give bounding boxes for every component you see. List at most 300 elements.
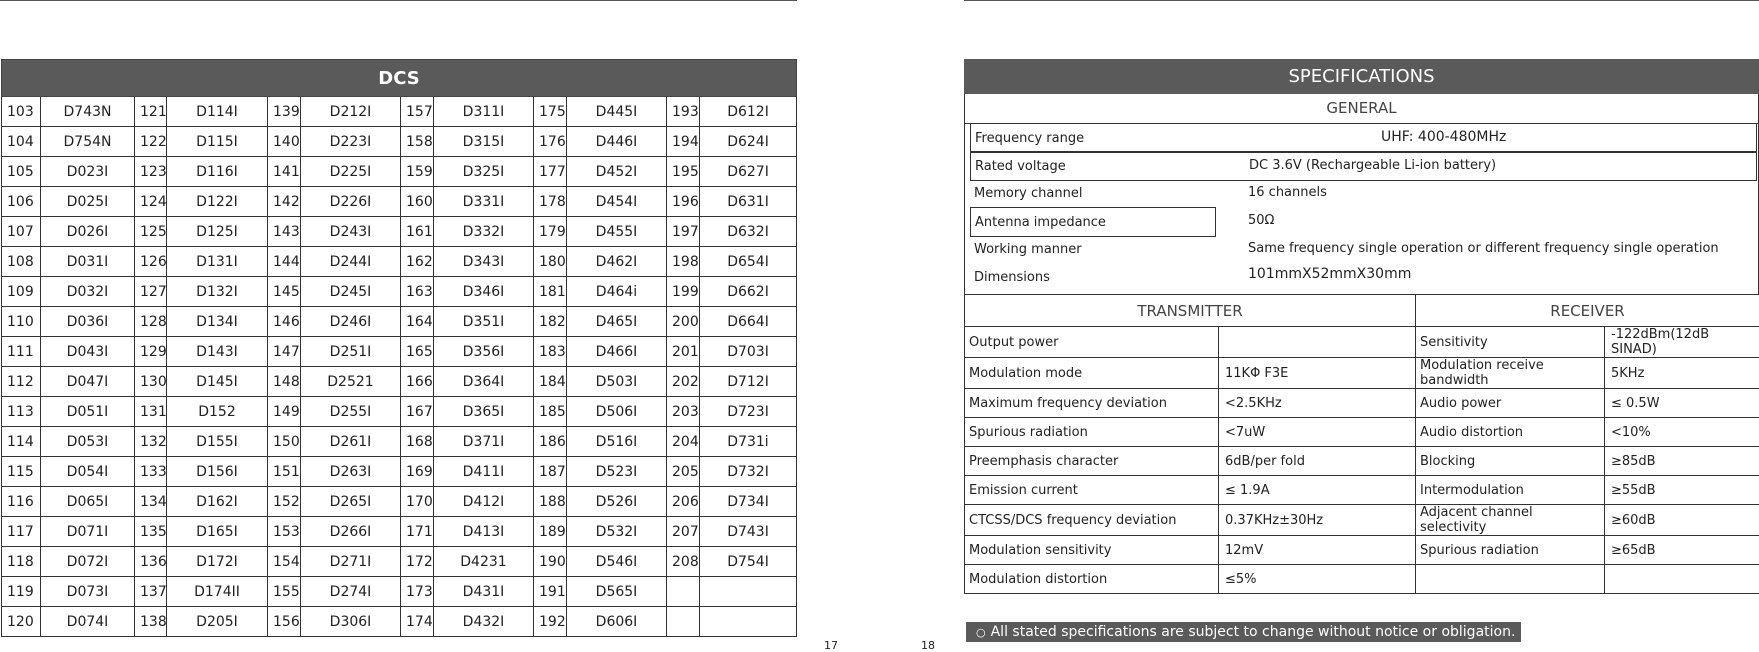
- general-row-voltage: [970, 151, 1757, 181]
- table-row: [2, 97, 797, 127]
- general-value: 101mmX52mmX30mm: [1248, 266, 1411, 282]
- dcs-code-cell: D723I: [700, 397, 797, 427]
- transmitter-receiver-table: [964, 294, 1759, 594]
- spec-rx-value: ≥65dB: [1605, 536, 1759, 565]
- dcs-index-cell: 189: [534, 517, 567, 547]
- table-row: [2, 277, 797, 307]
- specifications-title: SPECIFICATIONS: [964, 59, 1759, 94]
- dcs-code-cell: D325I: [434, 157, 534, 187]
- dcs-index-cell: 207: [667, 517, 700, 547]
- dcs-code-cell: D255I: [301, 397, 401, 427]
- dcs-index-cell: 155: [268, 577, 301, 607]
- dcs-code-cell: D031I: [41, 247, 135, 277]
- circle-bullet-icon: ○: [976, 623, 986, 643]
- general-value: UHF: 400-480MHz: [1381, 129, 1506, 145]
- general-value: 16 channels: [1248, 185, 1327, 200]
- dcs-index-cell: 166: [401, 367, 434, 397]
- table-row: [965, 358, 1759, 389]
- general-row-frequency: [970, 123, 1757, 153]
- table-row: [2, 127, 797, 157]
- dcs-index-cell: 146: [268, 307, 301, 337]
- spec-table-body: [965, 327, 1759, 594]
- spec-tx-value: [1219, 327, 1416, 358]
- dcs-index-cell: 174: [401, 607, 434, 637]
- table-row: [965, 536, 1759, 565]
- dcs-code-cell: D174II: [167, 577, 268, 607]
- general-label: Working manner: [974, 242, 1082, 257]
- dcs-code-cell: D025I: [41, 187, 135, 217]
- dcs-code-cell: D446I: [567, 127, 667, 157]
- spec-rx-label: Spurious radiation: [1416, 536, 1605, 565]
- table-row: [2, 487, 797, 517]
- spec-rx-value: ≤ 0.5W: [1605, 389, 1759, 418]
- dcs-index-cell: 190: [534, 547, 567, 577]
- dcs-code-cell: D266I: [301, 517, 401, 547]
- dcs-index-cell: 116: [2, 487, 41, 517]
- table-row: [965, 418, 1759, 447]
- dcs-code-cell: D223I: [301, 127, 401, 157]
- spec-tx-value: 6dB/per fold: [1219, 447, 1416, 476]
- dcs-index-cell: 206: [667, 487, 700, 517]
- dcs-code-cell: D155I: [167, 427, 268, 457]
- dcs-index-cell: 137: [135, 577, 167, 607]
- dcs-code-cell: D632I: [700, 217, 797, 247]
- general-row-memory: [970, 179, 1755, 207]
- dcs-code-cell: D023I: [41, 157, 135, 187]
- dcs-code-cell: D162I: [167, 487, 268, 517]
- dcs-index-cell: 184: [534, 367, 567, 397]
- dcs-index-cell: 147: [268, 337, 301, 367]
- dcs-code-cell: D503I: [567, 367, 667, 397]
- spec-tx-label: Modulation sensitivity: [965, 536, 1219, 565]
- general-section: [964, 94, 1759, 295]
- table-row: [2, 577, 797, 607]
- dcs-index-cell: 107: [2, 217, 41, 247]
- dcs-index-cell: 103: [2, 97, 41, 127]
- spec-rx-value: [1605, 565, 1759, 594]
- table-row: [2, 337, 797, 367]
- dcs-index-cell: 152: [268, 487, 301, 517]
- dcs-code-cell: D212I: [301, 97, 401, 127]
- dcs-index-cell: 162: [401, 247, 434, 277]
- dcs-code-cell: D225I: [301, 157, 401, 187]
- spec-rx-value: ≥85dB: [1605, 447, 1759, 476]
- dcs-code-cell: D703I: [700, 337, 797, 367]
- dcs-index-cell: 129: [135, 337, 167, 367]
- spec-rx-label: Audio power: [1416, 389, 1605, 418]
- dcs-code-cell: D054I: [41, 457, 135, 487]
- transmitter-header: TRANSMITTER: [965, 295, 1416, 327]
- dcs-index-cell: 192: [534, 607, 567, 637]
- dcs-index-cell: 188: [534, 487, 567, 517]
- dcs-code-cell: D412I: [434, 487, 534, 517]
- dcs-index-cell: 115: [2, 457, 41, 487]
- dcs-index-cell: 164: [401, 307, 434, 337]
- spec-rx-label: Adjacent channel selectivity: [1416, 505, 1605, 536]
- dcs-code-cell: D4231: [434, 547, 534, 577]
- dcs-code-cell: D245I: [301, 277, 401, 307]
- dcs-index-cell: 194: [667, 127, 700, 157]
- dcs-index-cell: 167: [401, 397, 434, 427]
- dcs-code-cell: D261I: [301, 427, 401, 457]
- dcs-index-cell: 127: [135, 277, 167, 307]
- dcs-index-cell: 181: [534, 277, 567, 307]
- dcs-code-cell: D343I: [434, 247, 534, 277]
- dcs-index-cell: 143: [268, 217, 301, 247]
- dcs-code-cell: D364I: [434, 367, 534, 397]
- dcs-code-cell: D131I: [167, 247, 268, 277]
- general-label: Memory channel: [974, 186, 1082, 201]
- dcs-index-cell: 120: [2, 607, 41, 637]
- dcs-index-cell: 175: [534, 97, 567, 127]
- dcs-code-cell: D526I: [567, 487, 667, 517]
- dcs-code-cell: D072I: [41, 547, 135, 577]
- spec-rx-label: Sensitivity: [1416, 327, 1605, 358]
- general-value: Same frequency single operation or different frequency single operation: [1248, 241, 1719, 256]
- dcs-index-cell: 114: [2, 427, 41, 457]
- dcs-index-cell: 160: [401, 187, 434, 217]
- spec-rx-value: ≥60dB: [1605, 505, 1759, 536]
- dcs-code-cell: D464i: [567, 277, 667, 307]
- dcs-code-cell: D664I: [700, 307, 797, 337]
- spec-rx-label: Audio distortion: [1416, 418, 1605, 447]
- dcs-code-cell: D143I: [167, 337, 268, 367]
- notice-banner: [966, 622, 1521, 642]
- spec-tx-value: 12mV: [1219, 536, 1416, 565]
- dcs-index-cell: 140: [268, 127, 301, 157]
- dcs-code-cell: D226I: [301, 187, 401, 217]
- spec-tx-label: Maximum frequency deviation: [965, 389, 1219, 418]
- dcs-index-cell: [667, 577, 700, 607]
- table-row: [2, 247, 797, 277]
- dcs-index-cell: 130: [135, 367, 167, 397]
- dcs-index-cell: 168: [401, 427, 434, 457]
- table-row: [2, 397, 797, 427]
- dcs-code-cell: D071I: [41, 517, 135, 547]
- dcs-code-cell: D265I: [301, 487, 401, 517]
- dcs-index-cell: 172: [401, 547, 434, 577]
- dcs-code-cell: D462I: [567, 247, 667, 277]
- dcs-index-cell: 113: [2, 397, 41, 427]
- dcs-index-cell: 154: [268, 547, 301, 577]
- general-label: Dimensions: [974, 270, 1050, 285]
- dcs-index-cell: 182: [534, 307, 567, 337]
- dcs-code-cell: D172I: [167, 547, 268, 577]
- dcs-code-cell: D152: [167, 397, 268, 427]
- dcs-index-cell: 198: [667, 247, 700, 277]
- spec-tx-label: Spurious radiation: [965, 418, 1219, 447]
- table-row: [965, 389, 1759, 418]
- dcs-code-cell: D145I: [167, 367, 268, 397]
- spec-rx-value: ≥55dB: [1605, 476, 1759, 505]
- spec-rx-label: [1416, 565, 1605, 594]
- spec-tx-value: <2.5KHz: [1219, 389, 1416, 418]
- dcs-code-cell: D351I: [434, 307, 534, 337]
- dcs-code-cell: D631I: [700, 187, 797, 217]
- dcs-index-cell: 191: [534, 577, 567, 607]
- dcs-index-cell: 159: [401, 157, 434, 187]
- spec-tx-label: Output power: [965, 327, 1219, 358]
- dcs-code-cell: D306I: [301, 607, 401, 637]
- spec-rx-label: Blocking: [1416, 447, 1605, 476]
- dcs-index-cell: 112: [2, 367, 41, 397]
- dcs-code-cell: D452I: [567, 157, 667, 187]
- dcs-code-cell: D047I: [41, 367, 135, 397]
- dcs-code-cell: D026I: [41, 217, 135, 247]
- top-rule-left: [0, 0, 797, 1]
- dcs-code-cell: D311I: [434, 97, 534, 127]
- dcs-index-cell: 199: [667, 277, 700, 307]
- spec-tx-value: ≤5%: [1219, 565, 1416, 594]
- dcs-code-table: [1, 59, 797, 637]
- dcs-code-cell: D411I: [434, 457, 534, 487]
- dcs-index-cell: 117: [2, 517, 41, 547]
- dcs-code-cell: [700, 607, 797, 637]
- dcs-index-cell: 108: [2, 247, 41, 277]
- dcs-index-cell: 106: [2, 187, 41, 217]
- dcs-index-cell: 195: [667, 157, 700, 187]
- general-header: GENERAL: [965, 94, 1758, 124]
- dcs-index-cell: 161: [401, 217, 434, 247]
- dcs-code-cell: D431I: [434, 577, 534, 607]
- dcs-code-cell: D754I: [700, 547, 797, 577]
- dcs-index-cell: 141: [268, 157, 301, 187]
- table-row: [965, 505, 1759, 536]
- dcs-code-cell: D627I: [700, 157, 797, 187]
- dcs-index-cell: 186: [534, 427, 567, 457]
- dcs-code-cell: D244I: [301, 247, 401, 277]
- dcs-index-cell: 105: [2, 157, 41, 187]
- dcs-code-cell: D065I: [41, 487, 135, 517]
- dcs-index-cell: 180: [534, 247, 567, 277]
- dcs-code-cell: D743N: [41, 97, 135, 127]
- table-row: [965, 565, 1759, 594]
- dcs-code-cell: D413I: [434, 517, 534, 547]
- dcs-index-cell: 145: [268, 277, 301, 307]
- dcs-code-cell: D116I: [167, 157, 268, 187]
- dcs-index-cell: 142: [268, 187, 301, 217]
- dcs-code-cell: [700, 577, 797, 607]
- dcs-code-cell: D346I: [434, 277, 534, 307]
- dcs-index-cell: 200: [667, 307, 700, 337]
- dcs-code-cell: D205I: [167, 607, 268, 637]
- dcs-index-cell: 110: [2, 307, 41, 337]
- table-row: [2, 367, 797, 397]
- dcs-index-cell: 197: [667, 217, 700, 247]
- dcs-index-cell: [667, 607, 700, 637]
- page-number-right: 18: [921, 639, 935, 652]
- dcs-index-cell: 193: [667, 97, 700, 127]
- dcs-code-cell: D731i: [700, 427, 797, 457]
- dcs-code-cell: D712I: [700, 367, 797, 397]
- dcs-index-cell: 171: [401, 517, 434, 547]
- dcs-index-cell: 183: [534, 337, 567, 367]
- dcs-index-cell: 104: [2, 127, 41, 157]
- spec-tx-label: Modulation distortion: [965, 565, 1219, 594]
- dcs-code-cell: D053I: [41, 427, 135, 457]
- dcs-index-cell: 123: [135, 157, 167, 187]
- spec-tx-value: ≤ 1.9A: [1219, 476, 1416, 505]
- dcs-code-cell: D365I: [434, 397, 534, 427]
- dcs-index-cell: 133: [135, 457, 167, 487]
- dcs-code-cell: D132I: [167, 277, 268, 307]
- dcs-index-cell: 126: [135, 247, 167, 277]
- dcs-code-cell: D523I: [567, 457, 667, 487]
- dcs-code-cell: D606I: [567, 607, 667, 637]
- dcs-code-cell: D271I: [301, 547, 401, 577]
- dcs-code-cell: D156I: [167, 457, 268, 487]
- general-row-antenna: [970, 207, 1216, 237]
- dcs-code-cell: D246I: [301, 307, 401, 337]
- general-row-working: [970, 235, 1755, 263]
- dcs-code-cell: D332I: [434, 217, 534, 247]
- table-row: [2, 547, 797, 577]
- dcs-code-cell: D454I: [567, 187, 667, 217]
- spec-tx-value: 11KΦ F3E: [1219, 358, 1416, 389]
- dcs-code-cell: D356I: [434, 337, 534, 367]
- receiver-header: RECEIVER: [1416, 295, 1759, 327]
- dcs-index-cell: 134: [135, 487, 167, 517]
- dcs-code-cell: D506I: [567, 397, 667, 427]
- dcs-code-cell: D315I: [434, 127, 534, 157]
- dcs-code-cell: D043I: [41, 337, 135, 367]
- general-row-dimensions: [970, 263, 1755, 291]
- dcs-code-cell: D036I: [41, 307, 135, 337]
- dcs-index-cell: 111: [2, 337, 41, 367]
- dcs-index-cell: 201: [667, 337, 700, 367]
- general-value: 50Ω: [1248, 213, 1274, 228]
- table-row: [2, 157, 797, 187]
- spec-rx-value: -122dBm(12dB SINAD): [1605, 327, 1759, 358]
- dcs-code-cell: D432I: [434, 607, 534, 637]
- dcs-code-cell: D662I: [700, 277, 797, 307]
- dcs-index-cell: 144: [268, 247, 301, 277]
- dcs-code-cell: D654I: [700, 247, 797, 277]
- dcs-code-cell: D371I: [434, 427, 534, 457]
- dcs-code-cell: D532I: [567, 517, 667, 547]
- table-row: [2, 307, 797, 337]
- spec-tx-label: CTCSS/DCS frequency deviation: [965, 505, 1219, 536]
- spec-tx-label: Emission current: [965, 476, 1219, 505]
- dcs-index-cell: 138: [135, 607, 167, 637]
- dcs-index-cell: 187: [534, 457, 567, 487]
- top-rule-right: [964, 0, 1759, 1]
- dcs-index-cell: 121: [135, 97, 167, 127]
- dcs-code-cell: D546I: [567, 547, 667, 577]
- dcs-index-cell: 122: [135, 127, 167, 157]
- table-row: [2, 517, 797, 547]
- dcs-index-cell: 176: [534, 127, 567, 157]
- dcs-index-cell: 119: [2, 577, 41, 607]
- dcs-index-cell: 132: [135, 427, 167, 457]
- dcs-index-cell: 163: [401, 277, 434, 307]
- dcs-index-cell: 165: [401, 337, 434, 367]
- dcs-index-cell: 158: [401, 127, 434, 157]
- dcs-index-cell: 185: [534, 397, 567, 427]
- dcs-index-cell: 135: [135, 517, 167, 547]
- dcs-index-cell: 169: [401, 457, 434, 487]
- dcs-code-cell: D445I: [567, 97, 667, 127]
- dcs-index-cell: 149: [268, 397, 301, 427]
- dcs-code-cell: D274I: [301, 577, 401, 607]
- dcs-code-cell: D455I: [567, 217, 667, 247]
- spec-rx-value: <10%: [1605, 418, 1759, 447]
- general-label: Rated voltage: [975, 159, 1066, 174]
- dcs-table-body: [2, 97, 797, 637]
- spec-tx-label: Preemphasis character: [965, 447, 1219, 476]
- dcs-code-cell: D051I: [41, 397, 135, 427]
- dcs-code-cell: D734I: [700, 487, 797, 517]
- dcs-code-cell: D073I: [41, 577, 135, 607]
- table-row: [2, 217, 797, 247]
- dcs-code-cell: D074I: [41, 607, 135, 637]
- dcs-index-cell: 205: [667, 457, 700, 487]
- dcs-code-cell: D624I: [700, 127, 797, 157]
- dcs-index-cell: 118: [2, 547, 41, 577]
- dcs-index-cell: 128: [135, 307, 167, 337]
- dcs-index-cell: 153: [268, 517, 301, 547]
- table-row: [965, 447, 1759, 476]
- dcs-index-cell: 208: [667, 547, 700, 577]
- page-number-left: 17: [824, 639, 838, 652]
- general-value: DC 3.6V (Rechargeable Li-ion battery): [1249, 158, 1496, 173]
- spec-rx-value: 5KHz: [1605, 358, 1759, 389]
- table-row: [2, 187, 797, 217]
- general-label: Frequency range: [975, 131, 1084, 146]
- dcs-code-cell: D125I: [167, 217, 268, 247]
- dcs-code-cell: D732I: [700, 457, 797, 487]
- dcs-code-cell: D516I: [567, 427, 667, 457]
- dcs-index-cell: 170: [401, 487, 434, 517]
- spec-rx-label: Modulation receive bandwidth: [1416, 358, 1605, 389]
- dcs-index-cell: 202: [667, 367, 700, 397]
- dcs-index-cell: 148: [268, 367, 301, 397]
- dcs-index-cell: 125: [135, 217, 167, 247]
- dcs-code-cell: D2521: [301, 367, 401, 397]
- dcs-code-cell: D331I: [434, 187, 534, 217]
- dcs-index-cell: 203: [667, 397, 700, 427]
- dcs-index-cell: 156: [268, 607, 301, 637]
- dcs-index-cell: 124: [135, 187, 167, 217]
- dcs-code-cell: D165I: [167, 517, 268, 547]
- dcs-code-cell: D754N: [41, 127, 135, 157]
- dcs-index-cell: 179: [534, 217, 567, 247]
- dcs-index-cell: 139: [268, 97, 301, 127]
- general-label: Antenna impedance: [975, 215, 1106, 230]
- dcs-code-cell: D565I: [567, 577, 667, 607]
- dcs-index-cell: 178: [534, 187, 567, 217]
- dcs-index-cell: 204: [667, 427, 700, 457]
- dcs-code-cell: D243I: [301, 217, 401, 247]
- spec-rx-label: Intermodulation: [1416, 476, 1605, 505]
- dcs-index-cell: 131: [135, 397, 167, 427]
- dcs-index-cell: 136: [135, 547, 167, 577]
- dcs-code-cell: D251I: [301, 337, 401, 367]
- dcs-code-cell: D115I: [167, 127, 268, 157]
- dcs-code-cell: D134I: [167, 307, 268, 337]
- table-row: [2, 427, 797, 457]
- table-row: [965, 476, 1759, 505]
- dcs-code-cell: D612I: [700, 97, 797, 127]
- table-row: [2, 457, 797, 487]
- spec-tx-value: 0.37KHz±30Hz: [1219, 505, 1416, 536]
- dcs-index-cell: 196: [667, 187, 700, 217]
- dcs-code-cell: D032I: [41, 277, 135, 307]
- spec-tx-label: Modulation mode: [965, 358, 1219, 389]
- dcs-code-cell: D263I: [301, 457, 401, 487]
- dcs-index-cell: 109: [2, 277, 41, 307]
- table-row: [965, 327, 1759, 358]
